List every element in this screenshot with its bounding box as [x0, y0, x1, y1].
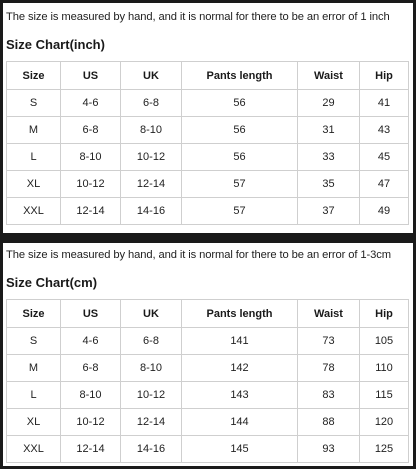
cell-us: 10-12 — [61, 171, 121, 198]
table-header-row — [7, 300, 409, 328]
cell-waist: 29 — [298, 90, 360, 117]
cell-us: 4-6 — [61, 90, 121, 117]
cell-us: 12-14 — [61, 198, 121, 225]
cell-pants-length: 57 — [182, 171, 298, 198]
cell-pants-length: 57 — [182, 198, 298, 225]
header-size: Size — [7, 62, 61, 90]
cell-pants-length: 144 — [182, 409, 298, 436]
header-waist: Waist — [298, 300, 360, 328]
table-row — [7, 409, 409, 436]
cell-us: 8-10 — [61, 144, 121, 171]
cell-size: L — [7, 144, 61, 171]
table-row — [7, 90, 409, 117]
cell-uk: 6-8 — [121, 328, 182, 355]
cell-us: 10-12 — [61, 409, 121, 436]
table-row — [7, 117, 409, 144]
cell-size: XXL — [7, 436, 61, 463]
cell-pants-length: 56 — [182, 144, 298, 171]
cell-size: S — [7, 328, 61, 355]
cm-chart-title: Size Chart(cm) — [6, 275, 98, 290]
cell-pants-length: 143 — [182, 382, 298, 409]
inch-size-table — [6, 61, 409, 225]
cell-hip: 125 — [360, 436, 409, 463]
header-hip: Hip — [360, 62, 409, 90]
cell-uk: 14-16 — [121, 198, 182, 225]
cell-hip: 45 — [360, 144, 409, 171]
cell-hip: 115 — [360, 382, 409, 409]
cell-waist: 35 — [298, 171, 360, 198]
cell-uk: 12-14 — [121, 171, 182, 198]
header-pants-length: Pants length — [182, 62, 298, 90]
cell-size: L — [7, 382, 61, 409]
cell-waist: 33 — [298, 144, 360, 171]
cell-uk: 12-14 — [121, 409, 182, 436]
cell-waist: 37 — [298, 198, 360, 225]
cell-uk: 14-16 — [121, 436, 182, 463]
cell-waist: 31 — [298, 117, 360, 144]
cell-uk: 6-8 — [121, 90, 182, 117]
table-row — [7, 144, 409, 171]
cell-uk: 10-12 — [121, 144, 182, 171]
cell-waist: 88 — [298, 409, 360, 436]
cell-waist: 93 — [298, 436, 360, 463]
cm-size-table — [6, 299, 409, 463]
table-row — [7, 436, 409, 463]
cm-size-panel — [3, 243, 413, 466]
cell-hip: 105 — [360, 328, 409, 355]
cell-uk: 8-10 — [121, 355, 182, 382]
cell-size: S — [7, 90, 61, 117]
cell-hip: 47 — [360, 171, 409, 198]
cell-hip: 43 — [360, 117, 409, 144]
cell-us: 8-10 — [61, 382, 121, 409]
inch-size-panel — [3, 3, 413, 233]
cell-size: XL — [7, 171, 61, 198]
header-pants-length: Pants length — [182, 300, 298, 328]
cell-pants-length: 56 — [182, 117, 298, 144]
cell-uk: 8-10 — [121, 117, 182, 144]
inch-chart-title: Size Chart(inch) — [6, 37, 105, 52]
header-hip: Hip — [360, 300, 409, 328]
cell-waist: 78 — [298, 355, 360, 382]
cell-waist: 73 — [298, 328, 360, 355]
table-row — [7, 328, 409, 355]
cell-hip: 49 — [360, 198, 409, 225]
cell-uk: 10-12 — [121, 382, 182, 409]
inch-measurement-note: The size is measured by hand, and it is normal for there to be an error of 1 inch — [6, 11, 390, 23]
table-header-row — [7, 62, 409, 90]
table-row — [7, 382, 409, 409]
cell-hip: 120 — [360, 409, 409, 436]
table-row — [7, 198, 409, 225]
header-us: US — [61, 300, 121, 328]
cell-size: M — [7, 117, 61, 144]
cell-pants-length: 56 — [182, 90, 298, 117]
cell-us: 12-14 — [61, 436, 121, 463]
cell-pants-length: 145 — [182, 436, 298, 463]
header-size: Size — [7, 300, 61, 328]
header-uk: UK — [121, 62, 182, 90]
cm-measurement-note: The size is measured by hand, and it is normal for there to be an error of 1-3cm — [6, 249, 391, 261]
cell-us: 4-6 — [61, 328, 121, 355]
cell-size: XL — [7, 409, 61, 436]
table-row — [7, 171, 409, 198]
cell-hip: 110 — [360, 355, 409, 382]
cell-pants-length: 141 — [182, 328, 298, 355]
header-uk: UK — [121, 300, 182, 328]
header-us: US — [61, 62, 121, 90]
cell-us: 6-8 — [61, 355, 121, 382]
table-row — [7, 355, 409, 382]
cell-size: XXL — [7, 198, 61, 225]
cell-waist: 83 — [298, 382, 360, 409]
cell-size: M — [7, 355, 61, 382]
cell-pants-length: 142 — [182, 355, 298, 382]
cell-us: 6-8 — [61, 117, 121, 144]
header-waist: Waist — [298, 62, 360, 90]
cell-hip: 41 — [360, 90, 409, 117]
